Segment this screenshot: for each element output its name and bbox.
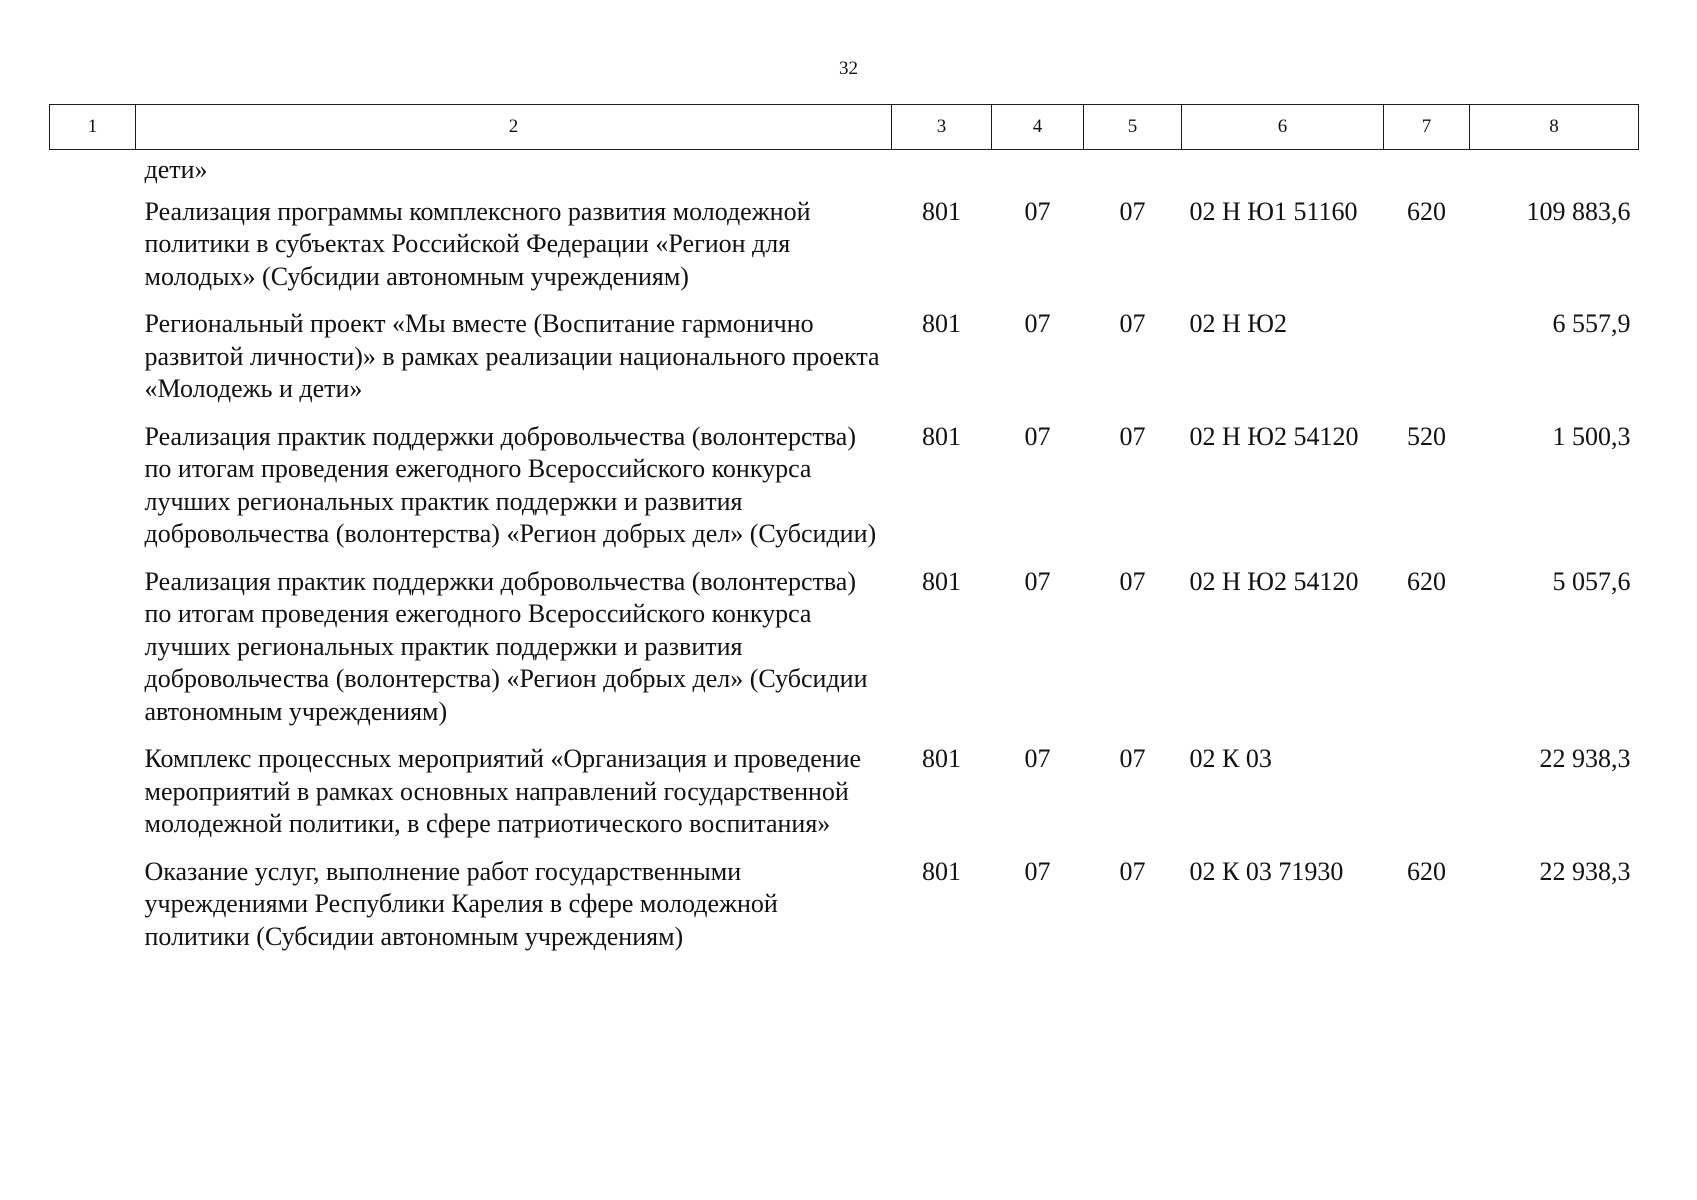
row-ministry-code: 801 <box>922 421 961 451</box>
row-name: Комплекс процессных мероприятий «Организация и проведение мероприятий в рамках основных направлений государственной молодежной политики, в сфере патриотического воспитания» <box>144 744 862 838</box>
row-section-code: 07 <box>1024 744 1051 773</box>
table-row <box>50 856 1639 969</box>
budget-table <box>49 104 1639 968</box>
row-amount: 6 557,9 <box>1552 309 1631 338</box>
continuation-text: дети» <box>144 155 208 184</box>
row-target-article: 02 Н Ю2 <box>1189 309 1287 338</box>
column-header-4: 4 <box>992 105 1084 150</box>
row-ministry-code: 801 <box>922 744 961 773</box>
row-name: Региональный проект «Мы вместе (Воспитание гармонично развитой личности)» в рамках реализации национального проекта «Молодежь и дети» <box>144 309 880 403</box>
column-header-3: 3 <box>892 105 992 150</box>
row-ministry-code: 801 <box>922 309 961 338</box>
row-amount: 5 057,6 <box>1552 566 1631 596</box>
continuation-row <box>50 150 1639 196</box>
row-target-article: 02 Н Ю2 54120 <box>1189 421 1359 451</box>
table-row <box>50 566 1639 744</box>
row-amount: 1 500,3 <box>1552 421 1631 451</box>
row-name: Реализация программы комплексного развития молодежной политики в субъектах Российской Федерации «Регион для молодых» (Субсидии автономным учреждениям) <box>144 196 811 291</box>
column-header-5: 5 <box>1084 105 1182 150</box>
row-section-code: 07 <box>1024 566 1051 596</box>
row-subsection-code: 07 <box>1119 856 1146 886</box>
row-expense-type: 620 <box>1407 856 1446 886</box>
row-amount: 22 938,3 <box>1539 744 1631 773</box>
row-amount: 109 883,6 <box>1526 196 1631 226</box>
row-name: Оказание услуг, выполнение работ государственными учреждениями Республики Карелия в сфере молодежной политики (Субсидии автономным учреждениям) <box>144 856 778 951</box>
row-target-article: 02 К 03 <box>1189 744 1272 773</box>
row-expense-type <box>1384 308 1470 421</box>
row-target-article: 02 К 03 71930 <box>1189 856 1344 886</box>
column-header-8: 8 <box>1470 105 1639 150</box>
row-expense-type <box>1384 743 1470 856</box>
row-subsection-code: 07 <box>1119 309 1146 338</box>
column-number-header-row <box>50 105 1639 150</box>
row-subsection-code: 07 <box>1119 421 1146 451</box>
row-section-code: 07 <box>1024 856 1051 886</box>
row-name: Реализация практик поддержки добровольчества (волонтерства) по итогам проведения ежегодного Всероссийского конкурса лучших региональных практик поддержки и развития добровольчества (волонтерства) «Регион добрых дел» (Субсидии автономным учреждениям) <box>144 566 868 726</box>
row-ministry-code: 801 <box>922 196 961 226</box>
column-header-6: 6 <box>1182 105 1384 150</box>
table-row <box>50 743 1639 856</box>
row-subsection-code: 07 <box>1119 566 1146 596</box>
table-row <box>50 308 1639 421</box>
row-subsection-code: 07 <box>1119 744 1146 773</box>
row-expense-type: 520 <box>1407 421 1446 451</box>
row-amount: 22 938,3 <box>1539 856 1631 886</box>
column-header-7: 7 <box>1384 105 1470 150</box>
row-section-code: 07 <box>1024 421 1051 451</box>
table-row <box>50 196 1639 309</box>
row-section-code: 07 <box>1024 309 1051 338</box>
table-row <box>50 421 1639 566</box>
column-header-2: 2 <box>136 105 892 150</box>
row-ministry-code: 801 <box>922 856 961 886</box>
column-header-1: 1 <box>50 105 136 150</box>
row-target-article: 02 Н Ю2 54120 <box>1189 566 1359 596</box>
row-name: Реализация практик поддержки добровольчества (волонтерства) по итогам проведения ежегодного Всероссийского конкурса лучших региональных практик поддержки и развития добровольчества (волонтерства) «Регион добрых дел» (Субсидии) <box>144 421 877 548</box>
row-target-article: 02 Н Ю1 51160 <box>1189 196 1358 226</box>
row-subsection-code: 07 <box>1119 196 1146 226</box>
row-ministry-code: 801 <box>922 566 961 596</box>
page-number: 32 <box>839 58 858 79</box>
row-section-code: 07 <box>1024 196 1051 226</box>
row-expense-type: 620 <box>1407 566 1446 596</box>
row-expense-type: 620 <box>1407 196 1446 226</box>
